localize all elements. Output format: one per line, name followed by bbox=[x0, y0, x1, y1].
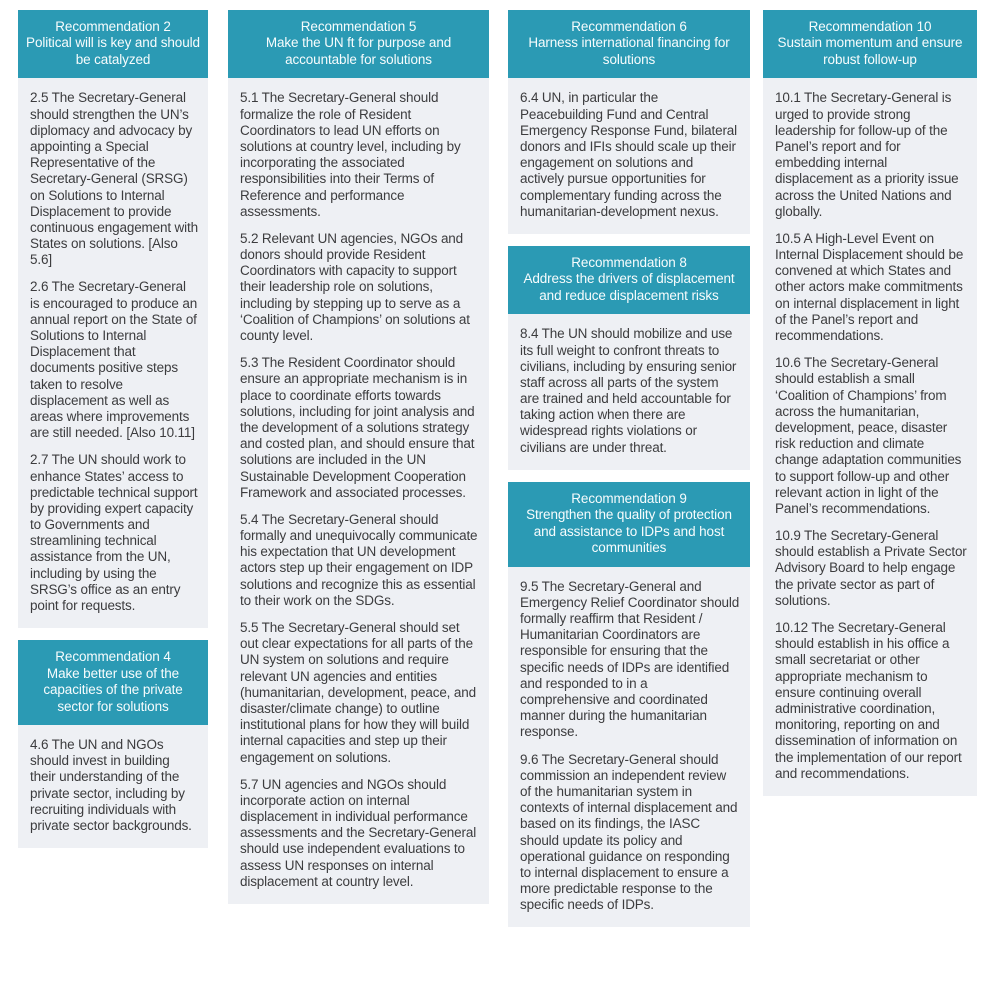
recommendation-4-header bbox=[18, 640, 208, 725]
recommendation-5-body bbox=[228, 78, 489, 904]
column-4 bbox=[763, 10, 977, 796]
recommendation-4-title: Recommendation 4 bbox=[55, 649, 171, 665]
paragraph-6-4: 6.4 UN, in particular the Peacebuilding Fund and Central Emergency Response Fund, bilateral donors and IFIs should scale up their engagement on solutions and actively pursue opportunities for complementary funding across the humanitarian-development nexus. bbox=[520, 90, 738, 219]
recommendation-2-title: Recommendation 2 bbox=[55, 19, 171, 34]
recommendation-8-title: Recommendation 8 bbox=[571, 254, 687, 270]
recommendation-6-body bbox=[508, 78, 750, 234]
paragraph-9-5: 9.5 The Secretary-General and Emergency Relief Coordinator should formally reaffirm that Resident / Humanitarian Coordinators are responsible for ensuring that the specific needs of IDPs are identified and responded to in a comprehensive and coordinated manner during the humanitarian response. bbox=[520, 578, 740, 740]
paragraph-5-7: 5.7 UN agencies and NGOs should incorporate action on internal displacement in individual performance assessments and the Secretary-General should use independent evaluations to assess UN responses on internal displacement at country level. bbox=[240, 776, 477, 889]
recommendation-9-body bbox=[508, 567, 750, 928]
paragraph-10-1: 10.1 The Secretary-General is urged to provide strong leadership for follow-up of the Panel’s report and for embedding internal displacement as a priority issue across the United Nations and globally. bbox=[775, 90, 959, 219]
recommendation-6-subtitle: Harness international financing for solutions bbox=[528, 35, 730, 67]
paragraph-10-12: 10.12 The Secretary-General should establish in his office a small secretariat or other appropriate mechanism to ensure continuing overall administrative coordination, monitoring, reporting on and dissemination of information on the implementation of our report and recommendations. bbox=[775, 620, 962, 781]
paragraph-5-4: 5.4 The Secretary-General should formally and unequivocally communicate his expectation that UN development actors step up their engagement on IDP solutions and recognize this as essential to their work on the SDGs. bbox=[240, 511, 478, 608]
recommendation-4-card bbox=[18, 640, 208, 848]
recommendation-5-header bbox=[228, 10, 489, 78]
paragraph-2-6: 2.6 The Secretary-General is encouraged to produce an annual report on the State of Solutions to Internal Displacement that documents positive steps taken to resolve displacement as well as areas where improvements are still needed. [Also 10.11] bbox=[30, 279, 198, 441]
paragraph-2-5: 2.5 The Secretary-General should strengthen the UN’s diplomacy and advocacy by appointing a Special Representative of the Secretary-General (SRSG) on Solutions to Internal Displacement to provide continuous engagement with States on solutions. [Also 5.6] bbox=[30, 90, 198, 268]
paragraph-8-4: 8.4 The UN should mobilize and use its full weight to confront threats to civilians, including by ensuring senior staff across all parts of the system are trained and held accountable for taking action when there are widespread rights violations or civilians are under threat. bbox=[520, 326, 737, 455]
column-3 bbox=[508, 10, 750, 927]
paragraph-5-3: 5.3 The Resident Coordinator should ensure an appropriate mechanism is in place to coordinate efforts towards solutions, including for joint analysis and the development of a solutions strategy and costed plan, and should ensure that solutions are included in the UN Sustainable Development Cooperation Framework and associated processes. bbox=[240, 355, 475, 500]
recommendation-6-header bbox=[508, 10, 750, 78]
recommendation-9-header bbox=[508, 482, 750, 567]
recommendation-2-body bbox=[18, 78, 208, 628]
recommendation-10-card bbox=[763, 10, 977, 796]
recommendation-10-subtitle: Sustain momentum and ensure robust follow-up bbox=[777, 35, 963, 67]
recommendation-6-title: Recommendation 6 bbox=[571, 19, 687, 34]
paragraph-10-6: 10.6 The Secretary-General should establish a small ‘Coalition of Champions’ from across the humanitarian, development, peace, disaster risk reduction and climate change adaptation communities to support follow-up and other relevant action in light of the Panel’s recommendations. bbox=[775, 355, 962, 516]
recommendation-5-card bbox=[228, 10, 489, 904]
recommendation-9-title: Recommendation 9 bbox=[571, 490, 687, 506]
paragraph-4-6: 4.6 The UN and NGOs should invest in building their understanding of the private sector, including by recruiting individuals with private sector backgrounds. bbox=[30, 737, 192, 834]
paragraph-5-1: 5.1 The Secretary-General should formalize the role of Resident Coordinators to lead UN efforts on solutions at country level, including by incorporating the associated responsibilities into their Terms of Reference and performance assessments. bbox=[240, 90, 461, 219]
recommendation-8-header bbox=[508, 246, 750, 314]
paragraph-10-9: 10.9 The Secretary-General should establish a Private Sector Advisory Board to help engage the private sector as part of solutions. bbox=[775, 528, 967, 608]
paragraph-10-5: 10.5 A High-Level Event on Internal Displacement should be convened at which States and other actors make commitments on internal displacement in light of the Panel’s report and recommendations. bbox=[775, 230, 964, 344]
recommendation-9-card bbox=[508, 482, 750, 928]
paragraph-2-7: 2.7 The UN should work to enhance States’ access to predictable technical support by providing expert capacity to Governments and streamlining technical assistance from the UN, including by using the SRSG’s office as an entry point for requests. bbox=[30, 452, 198, 614]
recommendation-8-subtitle: Address the drivers of displacement and reduce displacement risks bbox=[523, 271, 735, 303]
recommendation-2-header bbox=[18, 10, 208, 78]
recommendation-9-subtitle: Strengthen the quality of protection and assistance to IDPs and host communities bbox=[526, 507, 732, 556]
paragraph-5-5: 5.5 The Secretary-General should set out clear expectations for all parts of the UN system on solutions and require relevant UN agencies and entities (humanitarian, development, peace, and disaster/climate change) to outline institutional plans for how they will build internal capacities and step up their engagement on solutions. bbox=[240, 620, 476, 765]
column-2 bbox=[228, 10, 489, 904]
recommendation-2-card bbox=[18, 10, 208, 628]
column-1 bbox=[18, 10, 208, 848]
recommendation-5-subtitle: Make the UN ft for purpose and accountable for solutions bbox=[265, 35, 452, 67]
recommendation-4-subtitle: Make better use of the capacities of the private sector for solutions bbox=[43, 665, 183, 714]
recommendation-2-subtitle: Political will is key and should be catalyzed bbox=[26, 35, 200, 67]
recommendation-8-body bbox=[508, 314, 750, 470]
recommendation-8-card bbox=[508, 246, 750, 470]
paragraph-5-2: 5.2 Relevant UN agencies, NGOs and donors should provide Resident Coordinators with capacity to support their leadership role on solutions, including by stepping up to serve as a ‘Coalition of Champions’ on solutions at county level. bbox=[240, 230, 470, 344]
recommendation-10-title: Recommendation 10 bbox=[808, 19, 932, 34]
recommendation-4-body bbox=[18, 725, 208, 848]
paragraph-9-6: 9.6 The Secretary-General should commission an independent review of the humanitarian system in contexts of internal displacement and based on its findings, the IASC should update its policy and operational guidance on responding to internal displacement to ensure a more predictable response to the specific needs of IDPs. bbox=[520, 751, 738, 913]
recommendation-5-title: Recommendation 5 bbox=[300, 19, 417, 34]
recommendation-10-header bbox=[763, 10, 977, 78]
recommendation-6-card bbox=[508, 10, 750, 234]
recommendation-10-body bbox=[763, 78, 977, 796]
